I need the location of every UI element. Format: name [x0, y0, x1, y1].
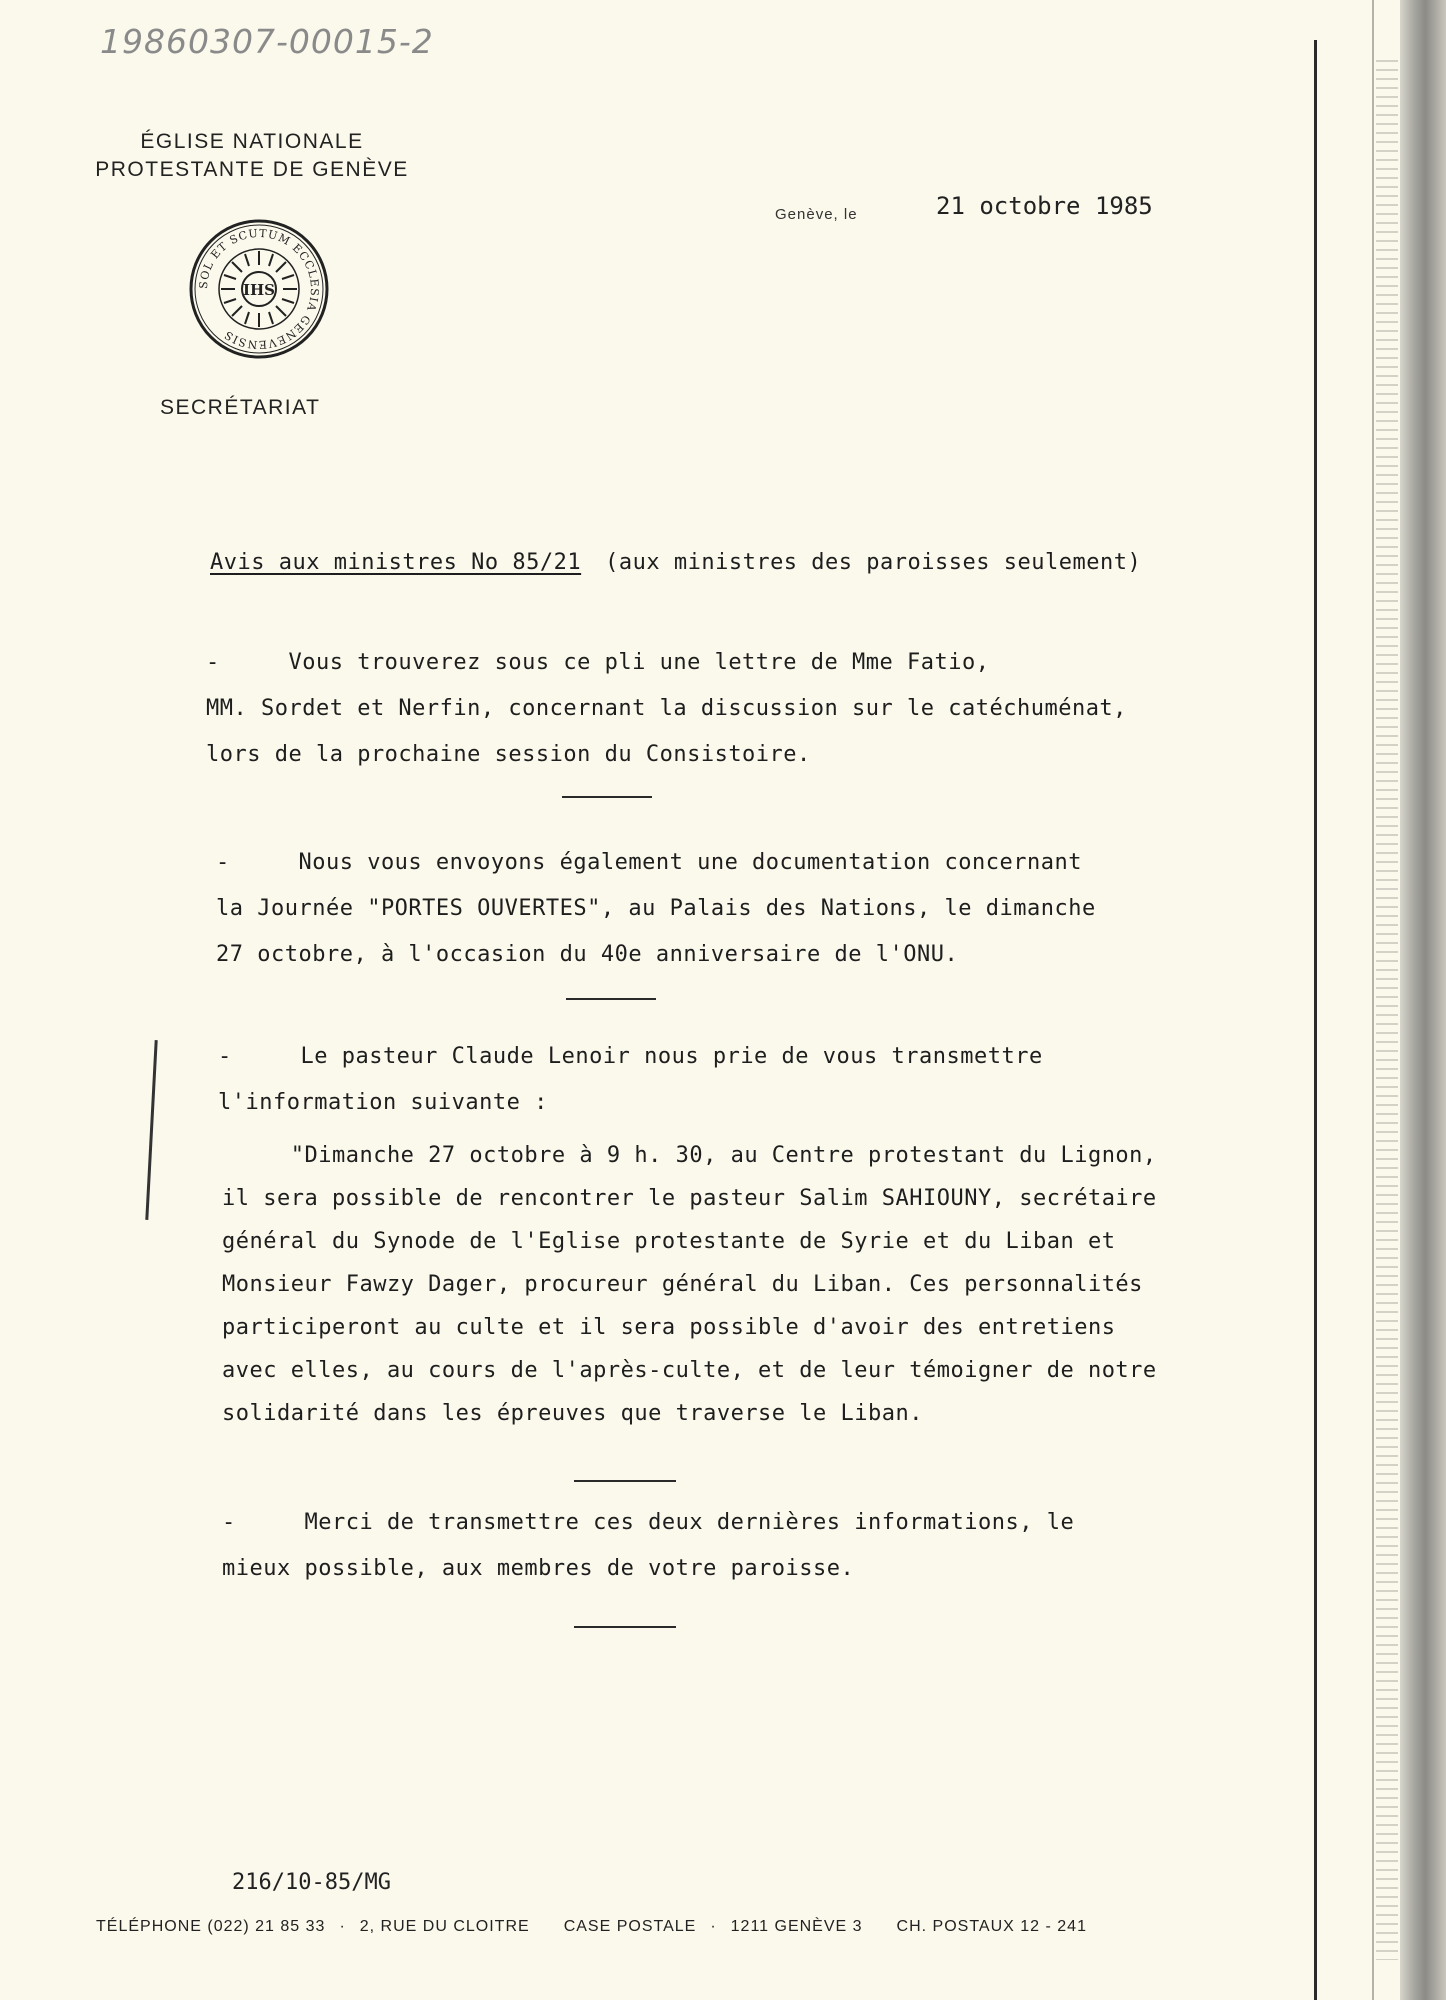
paragraph-line: - Merci de transmettre ces deux dernières informations, le: [222, 1510, 1075, 1535]
notice-audience: (aux ministres des paroisses seulement): [605, 550, 1142, 575]
date-label: Genève, le: [775, 206, 858, 223]
page-edge-shadow: [1314, 40, 1317, 2000]
svg-text:IHS: IHS: [242, 281, 276, 299]
paragraph-line: général du Synode de l'Eglise protestante de Syrie et du Liban et: [222, 1229, 1116, 1254]
section-separator: [574, 1480, 676, 1482]
paragraph-line: "Dimanche 27 octobre à 9 h. 30, au Centre protestant du Lignon,: [222, 1143, 1157, 1168]
section-separator: [562, 796, 652, 798]
footer-city: 1211 GENÈVE 3: [730, 1918, 863, 1935]
paragraph-line: - Le pasteur Claude Lenoir nous prie de vous transmettre: [218, 1044, 1043, 1069]
paragraph-line: lors de la prochaine session du Consistoire.: [206, 742, 811, 767]
paragraph-portes-ouvertes: [216, 840, 1096, 978]
footer-postal-account: CH. POSTAUX 12 - 241: [896, 1918, 1087, 1935]
handwritten-archive-number: 19860307-00015-2: [100, 22, 434, 61]
section-separator: [574, 1626, 676, 1628]
letterhead-organization: [62, 128, 442, 184]
church-seal-icon: [188, 218, 330, 360]
notice-title: [210, 550, 1141, 575]
paragraph-line: Monsieur Fawzy Dager, procureur général du Liban. Ces personnalités: [222, 1272, 1143, 1297]
footer-case-postale: CASE POSTALE: [563, 1918, 697, 1935]
letterhead-footer: [96, 1918, 1121, 1936]
paper-fold-line: [1372, 0, 1374, 2000]
paragraph-line: - Nous vous envoyons également une documentation concernant: [216, 850, 1082, 875]
paragraph-line: MM. Sordet et Nerfin, concernant la discussion sur le catéchuménat,: [206, 696, 1127, 721]
org-name-line2: PROTESTANTE DE GENÈVE: [95, 158, 409, 181]
paragraph-line: - Vous trouverez sous ce pli une lettre de Mme Fatio,: [206, 650, 990, 675]
paragraph-fatio-letter: [206, 640, 1127, 778]
document-reference: 216/10-85/MG: [232, 1870, 391, 1895]
paragraph-closing-request: [222, 1500, 1074, 1592]
paragraph-line: participeront au culte et il sera possible d'avoir des entretiens: [222, 1315, 1116, 1340]
paragraph-line: la Journée "PORTES OUVERTES", au Palais des Nations, le dimanche: [216, 896, 1096, 921]
paragraph-lenoir-intro: [218, 1034, 1043, 1126]
section-separator: [566, 998, 656, 1000]
footer-telephone: TÉLÉPHONE (022) 21 85 33: [96, 1918, 326, 1935]
footer-address: 2, RUE DU CLOITRE: [359, 1918, 530, 1935]
scan-edge-texture: [1376, 60, 1398, 1960]
org-name-line1: ÉGLISE NATIONALE: [140, 130, 364, 153]
secretariat-label: SECRÉTARIAT: [160, 396, 321, 419]
footer-separator: ·: [339, 1918, 346, 1935]
paragraph-line: l'information suivante :: [218, 1090, 548, 1115]
svg-text:SOL ET SCUTUM ECCLESIA GENEVEN: SOL ET SCUTUM ECCLESIA GENEVENSIS: [196, 226, 322, 352]
paragraph-line: 27 octobre, à l'occasion du 40e anniversaire de l'ONU.: [216, 942, 959, 967]
footer-separator: ·: [710, 1918, 717, 1935]
paragraph-lignon-announcement: [222, 1134, 1157, 1435]
notice-number: Avis aux ministres No 85/21: [210, 550, 582, 575]
paragraph-line: solidarité dans les épreuves que traverse le Liban.: [222, 1401, 924, 1426]
letter-date: 21 octobre 1985: [936, 192, 1153, 220]
paragraph-line: mieux possible, aux membres de votre paroisse.: [222, 1556, 855, 1581]
paragraph-line: il sera possible de rencontrer le pasteur Salim SAHIOUNY, secrétaire: [222, 1186, 1157, 1211]
paragraph-line: avec elles, au cours de l'après-culte, et de leur témoigner de notre: [222, 1358, 1157, 1383]
scan-edge: [1400, 0, 1446, 2000]
margin-pen-mark: [145, 1040, 157, 1220]
